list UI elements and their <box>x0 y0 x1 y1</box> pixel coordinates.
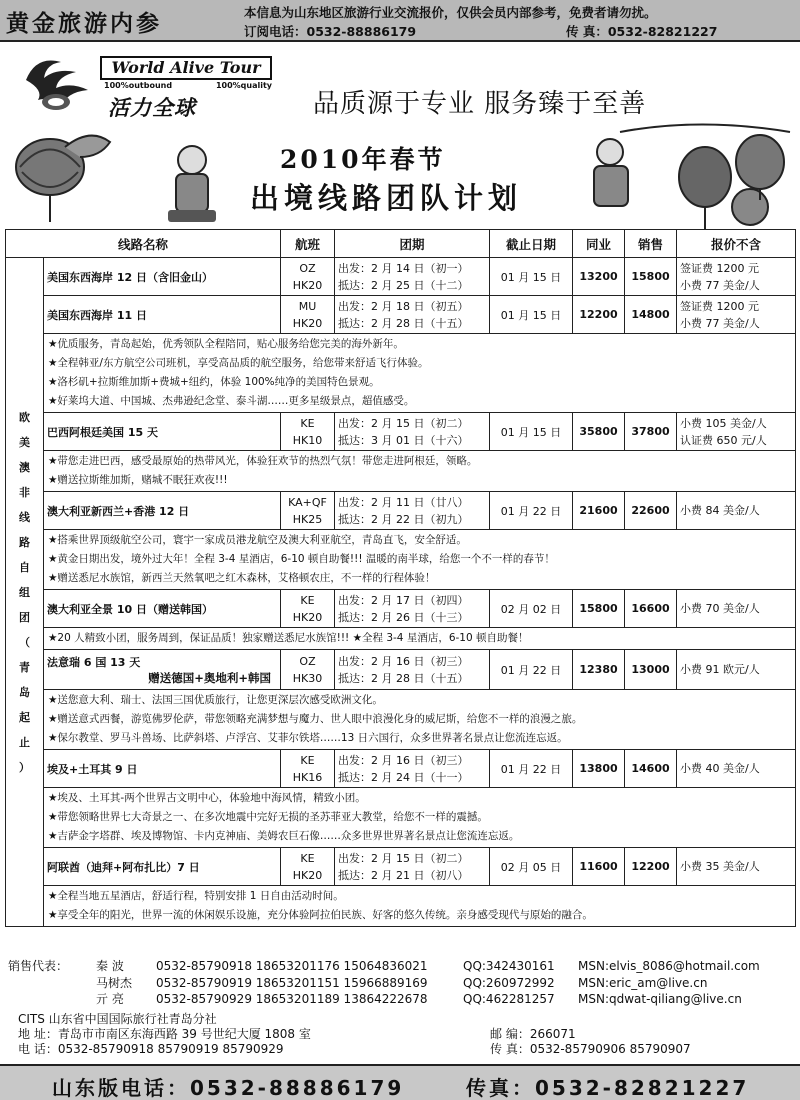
route-name: 巴西阿根廷美国 15 天 <box>44 413 281 451</box>
cutoff-date: 01 月 22 日 <box>490 650 573 690</box>
footer-fax: 传真：0532-82821227 <box>466 1076 750 1100</box>
retail-price: 14800 <box>625 296 677 334</box>
top-banner <box>0 0 800 42</box>
highlights-row <box>6 886 796 927</box>
col-dates: 团期 <box>335 230 490 258</box>
route-name: 澳大利亚新西兰+香港 12 日 <box>44 492 281 530</box>
flight-info: KE HK20 <box>281 848 335 886</box>
table-row <box>6 413 796 451</box>
highlights-row <box>6 451 796 492</box>
cutoff-date: 01 月 22 日 <box>490 750 573 788</box>
flight-info: KE HK16 <box>281 750 335 788</box>
logo-subtitle <box>104 81 272 90</box>
excludes: 小费 70 美金/人 <box>677 590 796 628</box>
table-row <box>6 258 796 296</box>
route-highlights: ★20 人精致小团，服务周到，保证品质！独家赠送悉尼水族馆!!! ★全程 3-4 星酒店，6-10 顿自助餐！ <box>44 628 796 650</box>
date-range: 出发：2 月 15 日（初二） 抵达：2 月 21 日（初八） <box>335 848 490 886</box>
cutoff-date: 02 月 02 日 <box>490 590 573 628</box>
cutoff-date: 02 月 05 日 <box>490 848 573 886</box>
rep-msn: MSN:qdwat-qiliang@live.cn <box>578 992 742 1006</box>
route-highlights: ★搭乘世界顶级航空公司，寰宇一家成员港龙航空及澳大利亚航空，青岛直飞，安全舒适。 ★黄金日期出发，境外过大年！全程 3-4 星酒店，6-10 顿自助餐!!! 温暖的南半球，给您一个不一样的春节！ ★赠送悉尼水族馆，新西兰天然氧吧之红木森林，艾格顿农庄，不一样的行程体验！ <box>44 530 796 590</box>
company-fax: 传 真：0532-85790906 85790907 <box>490 1042 691 1056</box>
flight-info: MU HK20 <box>281 296 335 334</box>
excludes: 小费 105 美金/人 认证费 650 元/人 <box>677 413 796 451</box>
retail-price: 37800 <box>625 413 677 451</box>
table-row <box>6 650 796 690</box>
highlights-row <box>6 530 796 590</box>
rep-name: 马树杰 <box>96 975 133 990</box>
company-name: CITS 山东省中国国际旅行社青岛分社 <box>18 1012 217 1026</box>
trade-price: 15800 <box>573 590 625 628</box>
logo-chinese: 活力全球 <box>108 96 196 120</box>
highlights-row <box>6 788 796 848</box>
excludes: 签证费 1200 元 小费 77 美金/人 <box>677 258 796 296</box>
title-year: 2010年春节 <box>280 145 446 174</box>
flight-info: KA+QF HK25 <box>281 492 335 530</box>
cutoff-date: 01 月 15 日 <box>490 258 573 296</box>
highlights-row <box>6 628 796 650</box>
route-title: 法意瑞 6 国 13 天 <box>47 655 141 669</box>
route-name: 阿联酋（迪拜+阿布扎比）7 日 <box>44 848 281 886</box>
logo-swirl-icon <box>16 50 96 120</box>
company-address: 地 址：青岛市市南区东海西路 39 号世纪大厦 1808 室 <box>18 1027 311 1041</box>
side-label: 欧 美 澳 非 线 路 自 组 团 （ 青 岛 起 止 ） <box>6 258 44 927</box>
col-excludes: 报价不含 <box>677 230 796 258</box>
col-trade-price: 同业 <box>573 230 625 258</box>
order-phone: 订阅电话：0532-88886179 <box>244 24 417 39</box>
company-contact <box>18 1027 798 1057</box>
retail-price: 14600 <box>625 750 677 788</box>
date-range: 出发：2 月 16 日（初三） 抵达：2 月 28 日（十五） <box>335 650 490 690</box>
flight-info: OZ HK30 <box>281 650 335 690</box>
trade-price: 12200 <box>573 296 625 334</box>
rep-qq: QQ:342430161 <box>463 959 555 973</box>
cutoff-date: 01 月 15 日 <box>490 296 573 334</box>
excludes: 小费 91 欧元/人 <box>677 650 796 690</box>
rep-phones: 0532-85790929 18653201189 13864222678 <box>156 992 428 1006</box>
title-main: 出境线路团队计划 <box>250 181 523 215</box>
highlights-row <box>6 690 796 750</box>
sales-label: 销售代表： <box>8 959 69 973</box>
excludes: 小费 40 美金/人 <box>677 750 796 788</box>
route-gift: 赠送德国+奥地利+韩国 <box>148 670 272 685</box>
company-phone: 电 话：0532-85790918 85790919 85790929 <box>18 1042 284 1056</box>
trade-price: 11600 <box>573 848 625 886</box>
cutoff-date: 01 月 15 日 <box>490 413 573 451</box>
retail-price: 22600 <box>625 492 677 530</box>
route-name: 美国东西海岸 11 日 <box>44 296 281 334</box>
col-cutoff: 截止日期 <box>490 230 573 258</box>
rep-phones: 0532-85790918 18653201176 15064836021 <box>156 959 428 973</box>
col-retail-price: 销售 <box>625 230 677 258</box>
flight-info: OZ HK20 <box>281 258 335 296</box>
route-name <box>44 650 281 690</box>
date-range: 出发：2 月 18 日（初五） 抵达：2 月 28 日（十五） <box>335 296 490 334</box>
rep-msn: MSN:eric_am@live.cn <box>578 975 708 990</box>
logo-english: World Alive Tour <box>100 56 272 80</box>
rep-msn: MSN:elvis_8086@hotmail.com <box>578 959 760 973</box>
highlights-row <box>6 334 796 413</box>
retail-price: 15800 <box>625 258 677 296</box>
company-postcode: 邮 编：266071 <box>490 1027 576 1041</box>
table-row <box>6 492 796 530</box>
route-highlights: ★全程当地五星酒店，舒适行程，特别安排 1 日自由活动时间。 ★享受全年的阳光，世界一流的休闲娱乐设施，充分体验阿拉伯民族、好客的悠久传统。亲身感受现代与原始的融合。 <box>44 886 796 927</box>
col-flight: 航班 <box>281 230 335 258</box>
trade-price: 13800 <box>573 750 625 788</box>
table-row <box>6 296 796 334</box>
date-range: 出发：2 月 11 日（廿八） 抵达：2 月 22 日（初九） <box>335 492 490 530</box>
rep-name: 亓 亮 <box>96 992 124 1006</box>
flight-info: KE HK10 <box>281 413 335 451</box>
retail-price: 12200 <box>625 848 677 886</box>
date-range: 出发：2 月 14 日（初一） 抵达：2 月 25 日（十二） <box>335 258 490 296</box>
rep-phones: 0532-85790919 18653201151 15966889169 <box>156 975 428 990</box>
retail-price: 16600 <box>625 590 677 628</box>
route-highlights: ★送您意大利、瑞士、法国三国优质旅行，让您更深层次感受欧洲文化。 ★赠送意式西餐，游览佛罗伦萨，带您领略充满梦想与魔力、世人眼中浪漫化身的威尼斯，给您不一样的浪漫之旅。 ★保尔教堂、罗马斗兽场、比萨斜塔、卢浮宫、艾菲尔铁塔……13 日六国行，众多世界著名景点让您流连忘返。 <box>44 690 796 750</box>
trade-price: 21600 <box>573 492 625 530</box>
table-row <box>6 848 796 886</box>
footer-banner <box>0 1064 800 1100</box>
trade-price: 12380 <box>573 650 625 690</box>
excludes: 小费 35 美金/人 <box>677 848 796 886</box>
trade-price: 35800 <box>573 413 625 451</box>
date-range: 出发：2 月 17 日（初四） 抵达：2 月 26 日（十三） <box>335 590 490 628</box>
brand-title: 黄金旅游内参 <box>6 11 162 37</box>
excludes: 小费 84 美金/人 <box>677 492 796 530</box>
route-name: 埃及+土耳其 9 日 <box>44 750 281 788</box>
col-route-name: 线路名称 <box>6 230 281 258</box>
slogan: 品质源于专业 服务臻于至善 <box>313 89 647 119</box>
flight-info: KE HK20 <box>281 590 335 628</box>
trade-price: 13200 <box>573 258 625 296</box>
route-name: 澳大利亚全景 10 日（赠送韩国） <box>44 590 281 628</box>
route-table <box>5 229 796 927</box>
route-name: 美国东西海岸 12 日（含旧金山） <box>44 258 281 296</box>
lantern-child-decoration-icon <box>10 122 230 228</box>
route-highlights: ★优质服务，青岛起始，优秀领队全程陪同，贴心服务给您完美的海外新年。 ★全程韩亚/东方航空公司班机，享受高品质的航空服务，给您带来舒适飞行体验。 ★洛杉矶+拉斯维加斯+费城+纽约，体验 100%纯净的美国特色景观。 ★好莱坞大道、中国城、杰弗逊纪念堂、泰斗湖……更多星级景点，超值感受。 <box>44 334 796 413</box>
logo-sub-left: 100%outbound <box>104 81 173 90</box>
header-fax: 传 真：0532-82821227 <box>566 24 718 39</box>
retail-price: 13000 <box>625 650 677 690</box>
rep-name: 秦 波 <box>96 959 124 973</box>
table-row <box>6 590 796 628</box>
excludes: 签证费 1200 元 小费 77 美金/人 <box>677 296 796 334</box>
logo-sub-right: 100%quality <box>215 81 272 90</box>
table-header-row <box>6 230 796 258</box>
date-range: 出发：2 月 16 日（初三） 抵达：2 月 24 日（十一） <box>335 750 490 788</box>
lanterns-decoration-icon <box>580 122 795 232</box>
table-row <box>6 750 796 788</box>
date-range: 出发：2 月 15 日（初二） 抵达：3 月 01 日（十六） <box>335 413 490 451</box>
route-highlights: ★埃及、土耳其-两个世界古文明中心，体验地中海风情，精致小团。 ★带您领略世界七大奇景之一、在多次地震中完好无损的圣苏菲亚大教堂，给您不一样的震撼。 ★吉萨金字塔群、埃及博物馆、卡内克神庙、美姆农巨石像……众多世界世界著名景点让您流连忘返。 <box>44 788 796 848</box>
rep-qq: QQ:462281257 <box>463 992 555 1006</box>
rep-qq: QQ:260972992 <box>463 975 555 990</box>
footer-phone: 山东版电话：0532-88886179 <box>52 1076 405 1100</box>
cutoff-date: 01 月 22 日 <box>490 492 573 530</box>
route-highlights: ★带您走进巴西，感受最原始的热带风光，体验狂欢节的热烈气氛！带您走进阿根廷，领略。 ★赠送拉斯维加斯，赌城不眠狂欢夜!!! <box>44 451 796 492</box>
disclaimer-note: 本信息为山东地区旅游行业交流报价，仅供会员内部参考，免费者请勿扰。 <box>244 5 657 20</box>
